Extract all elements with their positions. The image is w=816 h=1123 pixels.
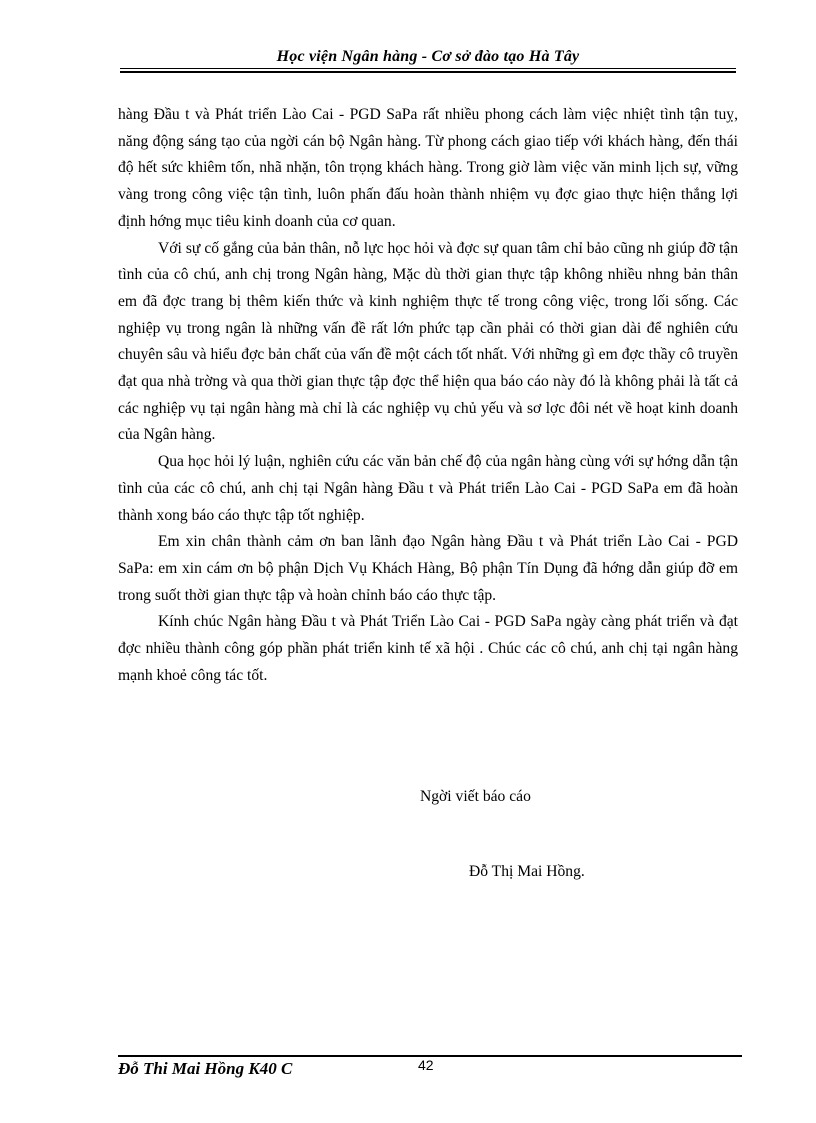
signature-label: Ngời viết báo cáo — [420, 788, 531, 805]
document-body — [118, 102, 738, 689]
header-rule-thick — [120, 71, 736, 73]
header-rule-thin — [120, 68, 736, 69]
paragraph: Với sự cố gắng của bản thân, nỗ lực học hỏi và đợc sự quan tâm chỉ bảo cũng nh giúp đỡ tận tình của cô chú, anh chị trong Ngân hàng, Mặc dù thời gian thực tập không nhiều nhng bản thân em đã đợc trang bị thêm kiến thức và kinh nghiệm thực tế trong công việc, trong lối sống. Các nghiệp vụ trong ngân là những vấn đề rất lớn phức tạp cần phải có thời gian dài để nghiên cứu chuyên sâu và hiểu đợc bản chất của vấn đề một cách tốt nhất. Với những gì em đợc thầy cô truyền đạt qua nhà trờng và qua thời gian thực tập đợc thể hiện qua báo cáo này đó là không phải là tất cả các nghiệp vụ tại ngân hàng mà chỉ là các nghiệp vụ chủ yếu và sơ lợc đôi nét về hoạt kinh doanh của Ngân hàng. — [118, 239, 738, 444]
paragraph: Qua học hỏi lý luận, nghiên cứu các văn bản chế độ của ngân hàng cùng với sự hớng dẫn tận tình của các cô chú, anh chị tại Ngân hàng Đầu t và Phát triển Lào Cai - PGD SaPa em đã hoàn thành xong báo cáo thực tập tốt nghiệp. — [118, 453, 738, 524]
page-number: 42 — [418, 1057, 434, 1073]
footer-author: Đỗ Thi Mai Hồng K40 C — [118, 1059, 293, 1078]
signature-name: Đỗ Thị Mai Hồng. — [469, 863, 585, 880]
paragraph: hàng Đầu t và Phát triển Lào Cai - PGD SaPa rất nhiều phong cách làm việc nhiệt tình tận tuỵ, năng động sáng tạo của ngời cán bộ Ngân hàng. Từ phong cách giao tiếp với khách hàng, đến thái độ hết sức khiêm tốn, nhã nhặn, tôn trọng khách hàng. Trong giờ làm việc văn minh lịch sự, vững vàng trong công việc tận tình, luôn phấn đấu hoàn thành nhiệm vụ đợc giao thực hiện thắng lợi định hớng mục tiêu kinh doanh của cơ quan. — [118, 106, 738, 230]
paragraph: Kính chúc Ngân hàng Đầu t và Phát Triển Lào Cai - PGD SaPa ngày càng phát triển và đạt đợc nhiều thành công góp phần phát triển kinh tế xã hội . Chúc các cô chú, anh chị tại ngân hàng mạnh khoẻ công tác tốt. — [118, 613, 738, 684]
paragraph: Em xin chân thành cảm ơn ban lãnh đạo Ngân hàng Đầu t và Phát triển Lào Cai - PGD SaPa: em xin cám ơn bộ phận Dịch Vụ Khách Hàng, Bộ phận Tín Dụng đã hớng dẫn giúp đỡ em trong suốt thời gian thực tập và hoàn chỉnh báo cáo thực tập. — [118, 533, 738, 604]
page-header-title: Học viện Ngân hàng - Cơ sở đào tạo Hà Tây — [276, 48, 580, 65]
